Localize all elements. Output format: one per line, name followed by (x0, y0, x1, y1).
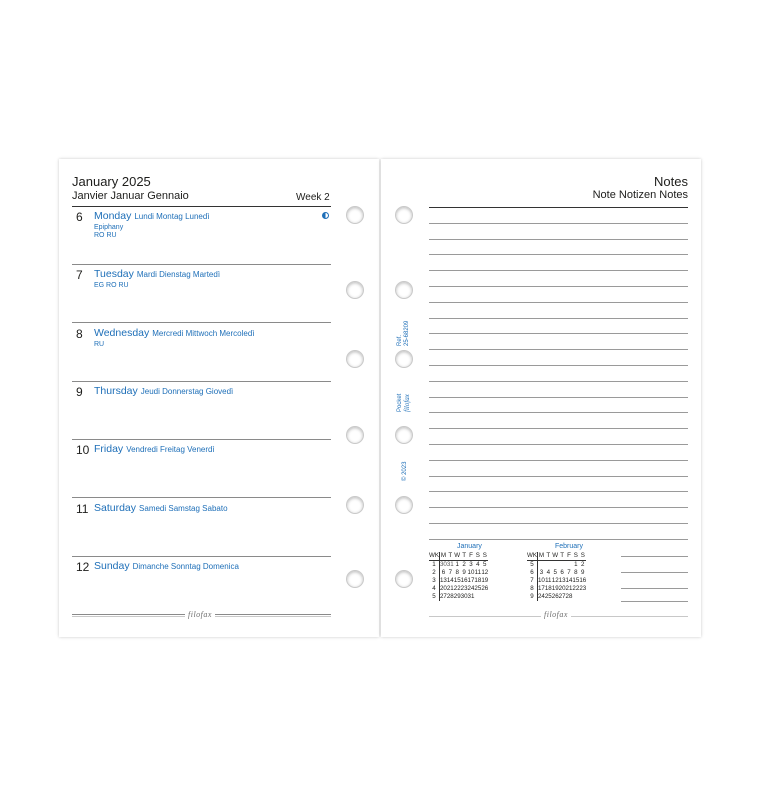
day-name (94, 268, 220, 280)
weekday-header: M (538, 552, 544, 559)
ring-hole (346, 350, 364, 368)
day-note: Epiphany (94, 224, 124, 231)
weekday-header: M (440, 552, 446, 559)
note-line (429, 539, 688, 540)
mini-calendar-week-row (527, 577, 586, 585)
day-number: 12 (76, 560, 90, 574)
date-cell: 31 (467, 593, 475, 600)
date-cell: 3 (539, 569, 544, 576)
day-number: 8 (76, 327, 83, 341)
date-cell: 17 (537, 585, 545, 592)
date-cell: 26 (481, 585, 489, 592)
day-translations: Dimanche Sonntag Domenica (132, 562, 239, 571)
weekday-header: T (448, 552, 453, 559)
date-cell: 14 (565, 577, 573, 584)
note-line (429, 397, 688, 398)
note-line (621, 588, 688, 589)
week-number: 1 (429, 561, 439, 570)
day-translations: Jeudi Donnerstag Giovedì (140, 387, 234, 396)
date-cell: 8 (455, 569, 459, 576)
date-cell: 5 (553, 569, 557, 576)
mini-calendar-grid (527, 552, 586, 601)
date-cell: 1 (455, 561, 459, 568)
day-block (72, 557, 331, 615)
date-cell (579, 593, 586, 601)
day-name-label: Friday (94, 443, 124, 455)
week-number: 2 (429, 569, 439, 577)
mini-calendar-week-row (527, 569, 586, 577)
date-cell (545, 561, 552, 570)
mini-calendar-week-row (429, 585, 488, 593)
date-cell: 16 (579, 577, 587, 584)
date-cell: 18 (474, 577, 482, 584)
note-line (429, 476, 688, 477)
day-block (72, 499, 331, 557)
weekday-header: S (482, 552, 487, 559)
mini-calendar-header (429, 552, 488, 561)
day-name-label: Wednesday (94, 327, 150, 339)
week-number: 6 (527, 569, 537, 577)
date-cell: 13 (558, 577, 566, 584)
date-cell: 5 (483, 561, 487, 568)
ring-hole (346, 426, 364, 444)
date-cell: 18 (544, 585, 552, 592)
day-translations: Mardi Dienstag Martedì (136, 270, 221, 279)
weekday-header: T (560, 552, 564, 559)
ref-label: Ref. (397, 334, 403, 346)
date-cell: 25 (544, 593, 552, 600)
week-column-header: WK (527, 552, 537, 559)
day-note: RO RU (94, 232, 117, 239)
date-cell: 7 (448, 569, 453, 576)
date-cell: 15 (572, 577, 580, 584)
date-cell (559, 561, 566, 570)
week-column-header: WK (429, 552, 439, 559)
date-cell: 30 (460, 593, 468, 600)
mini-calendar-week-row (429, 561, 488, 570)
date-cell: 9 (581, 569, 585, 576)
note-line (621, 601, 688, 602)
day-translations: Samedi Samstag Sabato (139, 504, 228, 513)
week-number: 4 (429, 585, 439, 593)
date-cell: 12 (481, 569, 489, 576)
week-number: 8 (527, 585, 537, 593)
mini-calendar-week-row (527, 585, 586, 593)
date-cell (566, 561, 573, 570)
date-cell: 8 (574, 569, 578, 576)
date-cell: 19 (551, 585, 559, 592)
ring-hole (395, 570, 413, 588)
copyright: © 2023 (402, 461, 408, 481)
footer-logo: filofax (185, 610, 215, 619)
date-cell (572, 593, 579, 601)
week-number: 9 (527, 593, 537, 601)
moon-phase-icon (322, 212, 329, 219)
weekday-header: T (462, 552, 466, 559)
date-cell: 19 (481, 577, 489, 584)
date-cell: 2 (462, 561, 466, 568)
right-notes-page (381, 159, 701, 637)
weekday-header: W (552, 552, 559, 559)
date-cell: 23 (579, 585, 587, 592)
day-name (94, 210, 210, 222)
footer-logo: filofax (541, 610, 571, 619)
day-name (94, 560, 239, 572)
note-line (429, 507, 688, 508)
note-line (429, 270, 688, 271)
day-name-label: Sunday (94, 560, 130, 572)
date-cell: 24 (537, 593, 545, 600)
date-cell (481, 593, 488, 601)
date-cell: 7 (567, 569, 571, 576)
date-cell: 20 (439, 585, 447, 592)
mini-calendar-grid (429, 552, 488, 601)
ring-hole (395, 206, 413, 224)
date-cell: 25 (474, 585, 482, 592)
date-cell: 28 (565, 593, 573, 600)
date-cell: 23 (460, 585, 468, 592)
date-cell: 2 (581, 561, 585, 568)
note-line (429, 223, 688, 224)
notes-translations: Note Notizen Notes (592, 189, 688, 201)
notes-title: Notes (654, 174, 688, 189)
note-line (429, 412, 688, 413)
day-number: 9 (76, 385, 83, 399)
mini-calendar-week-row (429, 569, 488, 577)
day-translations: Lundi Montag Lunedì (134, 212, 210, 221)
note-line (429, 491, 688, 492)
weekday-header: F (567, 552, 571, 559)
weekday-header: S (573, 552, 578, 559)
day-translations: Mercredi Mittwoch Mercoledì (152, 329, 255, 338)
date-cell: 20 (558, 585, 566, 592)
date-cell: 21 (446, 585, 454, 592)
day-name-label: Saturday (94, 502, 137, 514)
day-name-label: Thursday (94, 385, 138, 397)
day-block (72, 324, 331, 382)
date-cell: 22 (453, 585, 461, 592)
month-translations: Janvier Januar Gennaio (72, 190, 189, 202)
note-line (429, 365, 688, 366)
date-cell: 17 (467, 577, 475, 584)
date-cell: 11 (474, 569, 482, 576)
date-cell: 10 (537, 577, 545, 584)
date-cell: 11 (545, 577, 552, 584)
day-number: 11 (76, 502, 89, 516)
side-logo: filofax (403, 394, 411, 412)
date-cell: 27 (558, 593, 566, 600)
date-cell: 27 (439, 593, 447, 600)
note-line (429, 302, 688, 303)
date-cell: 28 (446, 593, 454, 600)
left-diary-page (59, 159, 379, 637)
day-block (72, 382, 331, 440)
month-title: January 2025 (72, 174, 151, 189)
date-cell: 14 (446, 577, 454, 584)
note-line (429, 286, 688, 287)
note-line (429, 381, 688, 382)
weekday-header: F (469, 552, 473, 559)
day-name-label: Monday (94, 210, 132, 222)
note-line (429, 444, 688, 445)
date-cell: 16 (460, 577, 468, 584)
ring-hole (346, 206, 364, 224)
week-number: 5 (429, 593, 439, 601)
note-line (429, 523, 688, 524)
day-rule (72, 322, 331, 323)
date-cell: 24 (467, 585, 475, 592)
mini-calendar-week-row (429, 577, 488, 585)
mini-calendar-week-row (527, 561, 586, 570)
date-cell: 26 (551, 593, 559, 600)
date-cell: 31 (446, 561, 454, 568)
ring-hole (395, 496, 413, 514)
day-block (72, 265, 331, 323)
day-name-label: Tuesday (94, 268, 134, 280)
date-cell: 13 (439, 577, 447, 584)
weekday-header: W (454, 552, 461, 559)
day-block (72, 207, 331, 265)
date-cell: 4 (476, 561, 480, 568)
date-cell: 6 (441, 569, 446, 576)
day-name (94, 327, 255, 339)
date-cell: 9 (462, 569, 466, 576)
date-cell: 15 (453, 577, 461, 584)
weekday-header: S (475, 552, 480, 559)
ring-hole (395, 426, 413, 444)
week-number: 3 (429, 577, 439, 585)
note-line (621, 572, 688, 573)
note-line (621, 556, 688, 557)
ring-hole (346, 496, 364, 514)
date-cell: 22 (572, 585, 580, 592)
date-cell (474, 593, 481, 601)
mini-calendar-header (527, 552, 586, 561)
note-line (429, 318, 688, 319)
note-line (429, 333, 688, 334)
week-label: Week 2 (296, 192, 330, 203)
date-cell: 10 (467, 569, 475, 576)
day-block (72, 440, 331, 498)
note-line (429, 428, 688, 429)
date-cell: 30 (439, 561, 447, 568)
note-line (429, 239, 688, 240)
day-name (94, 502, 228, 514)
date-cell (552, 561, 559, 570)
day-number: 6 (76, 210, 83, 224)
day-name (94, 385, 233, 397)
day-translations: Vendredi Freitag Venerdì (126, 445, 215, 454)
day-note: EG RO RU (94, 282, 129, 289)
note-line (429, 207, 688, 208)
note-line (429, 254, 688, 255)
ring-hole (346, 570, 364, 588)
weekday-header: S (580, 552, 585, 559)
date-cell: 1 (574, 561, 578, 568)
day-note: RU (94, 341, 105, 348)
date-cell: 21 (565, 585, 573, 592)
date-cell: 6 (560, 569, 564, 576)
mini-calendar-title: February (555, 543, 584, 550)
ring-hole (395, 350, 413, 368)
day-number: 10 (76, 443, 90, 457)
week-number: 5 (527, 561, 537, 570)
week-number: 7 (527, 577, 537, 585)
ring-hole (346, 281, 364, 299)
note-line (429, 349, 688, 350)
day-rule (72, 497, 331, 498)
ref-code: 25-68209 (404, 320, 410, 346)
ring-hole (395, 281, 413, 299)
mini-calendar-week-row (429, 593, 488, 601)
date-cell: 12 (551, 577, 559, 584)
day-name (94, 443, 215, 455)
date-cell: 3 (469, 561, 473, 568)
mini-calendar-week-row (527, 593, 586, 601)
date-cell: 29 (453, 593, 461, 600)
date-cell (537, 561, 544, 570)
note-line (429, 460, 688, 461)
day-number: 7 (76, 268, 83, 282)
weekday-header: T (546, 552, 551, 559)
format-label: Pocket (397, 393, 403, 412)
mini-calendar-title: January (457, 543, 482, 550)
date-cell: 4 (546, 569, 551, 576)
